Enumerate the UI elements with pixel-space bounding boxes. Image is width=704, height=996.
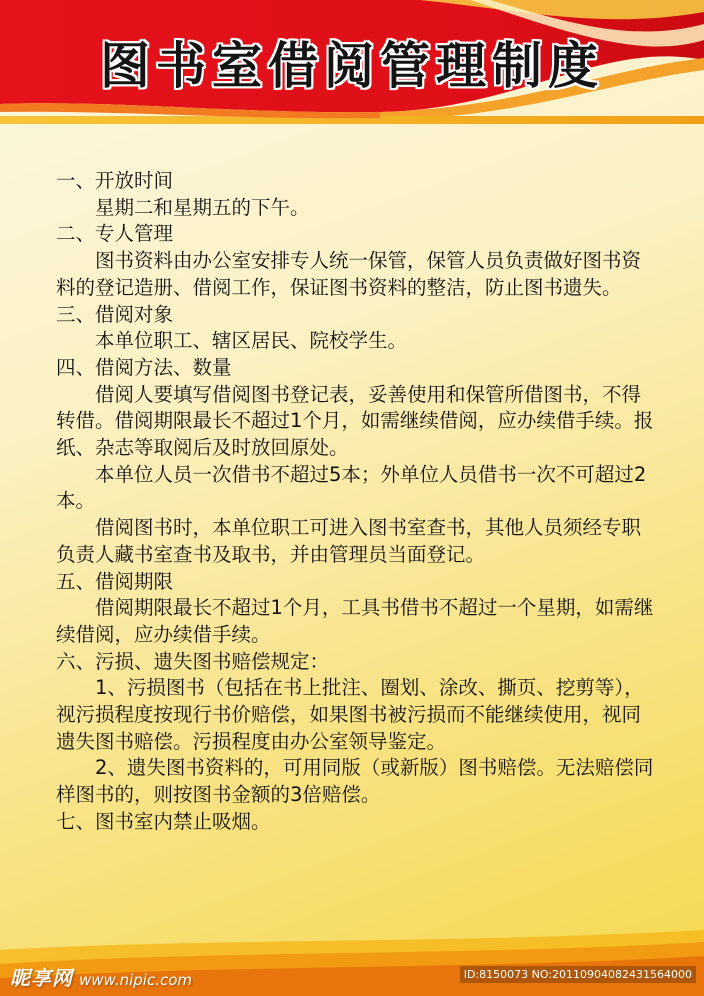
section-paragraph: 本单位人员一次借书不超过5本；外单位人员借书一次不可超过2本。 (56, 462, 647, 513)
section-borrowers (56, 302, 656, 355)
section-heading: 二、专人管理 (56, 222, 174, 246)
site-url: www.nipic.com (79, 971, 193, 989)
section-opening-hours (56, 168, 656, 221)
section-paragraph: 本单位职工、辖区居民、院校学生。 (95, 329, 408, 353)
section-heading: 四、借阅方法、数量 (56, 355, 232, 379)
section-heading: 六、污损、遗失图书赔偿规定： (56, 649, 330, 673)
section-compensation (56, 649, 656, 809)
section-method-quantity (56, 355, 656, 569)
section-paragraph: 1、污损图书（包括在书上批注、圈划、涂改、撕页、挖剪等），视污损程度按现行书价赔偿，如果图书被污损而不能继续使用，视同遗失图书赔偿。污损程度由办公室领导鉴定。 (56, 676, 644, 753)
logo-text: 昵享网 (10, 966, 73, 990)
image-watermark: ID:8150073 NO:20110904082431564000 (460, 966, 696, 983)
site-logo (10, 962, 192, 991)
section-no-smoking (56, 809, 656, 836)
section-paragraph: 借阅图书时，本单位职工可进入图书室查书，其他人员须经专职负责人藏书室查书及取书，并由管理员当面登记。 (56, 516, 642, 566)
page-title: 图书室借阅管理制度 (100, 37, 604, 95)
header-banner (0, 0, 704, 132)
section-heading: 七、图书室内禁止吸烟。 (56, 809, 271, 833)
section-management (56, 221, 656, 301)
section-paragraph: 2、遗失图书资料的，可用同版（或新版）图书赔偿。无法赔偿同样图书的，则按图书金额的3倍赔偿。 (56, 756, 654, 807)
section-paragraph: 借阅人要填写借阅图书登记表，妥善使用和保管所借图书，不得转借。借阅期限最长不超过1个月，如需继续借阅，应办续借手续。报纸、杂志等取阅后及时放回原处。 (56, 382, 654, 460)
section-heading: 一、开放时间 (56, 169, 174, 192)
section-paragraph: 图书资料由办公室安排专人统一保管，保管人员负责做好图书资料的登记造册、借阅工作，保证图书资料的整洁，防止图书遗失。 (56, 249, 642, 299)
section-loan-period (56, 569, 656, 649)
section-heading: 三、借阅对象 (56, 302, 174, 326)
section-heading: 五、借阅期限 (56, 569, 174, 593)
regulation-body (56, 168, 656, 836)
section-paragraph: 借阅期限最长不超过1个月，工具书借书不超过一个星期，如需继续借阅，应办续借手续。 (56, 596, 654, 646)
section-paragraph: 星期二和星期五的下午。 (95, 195, 310, 219)
